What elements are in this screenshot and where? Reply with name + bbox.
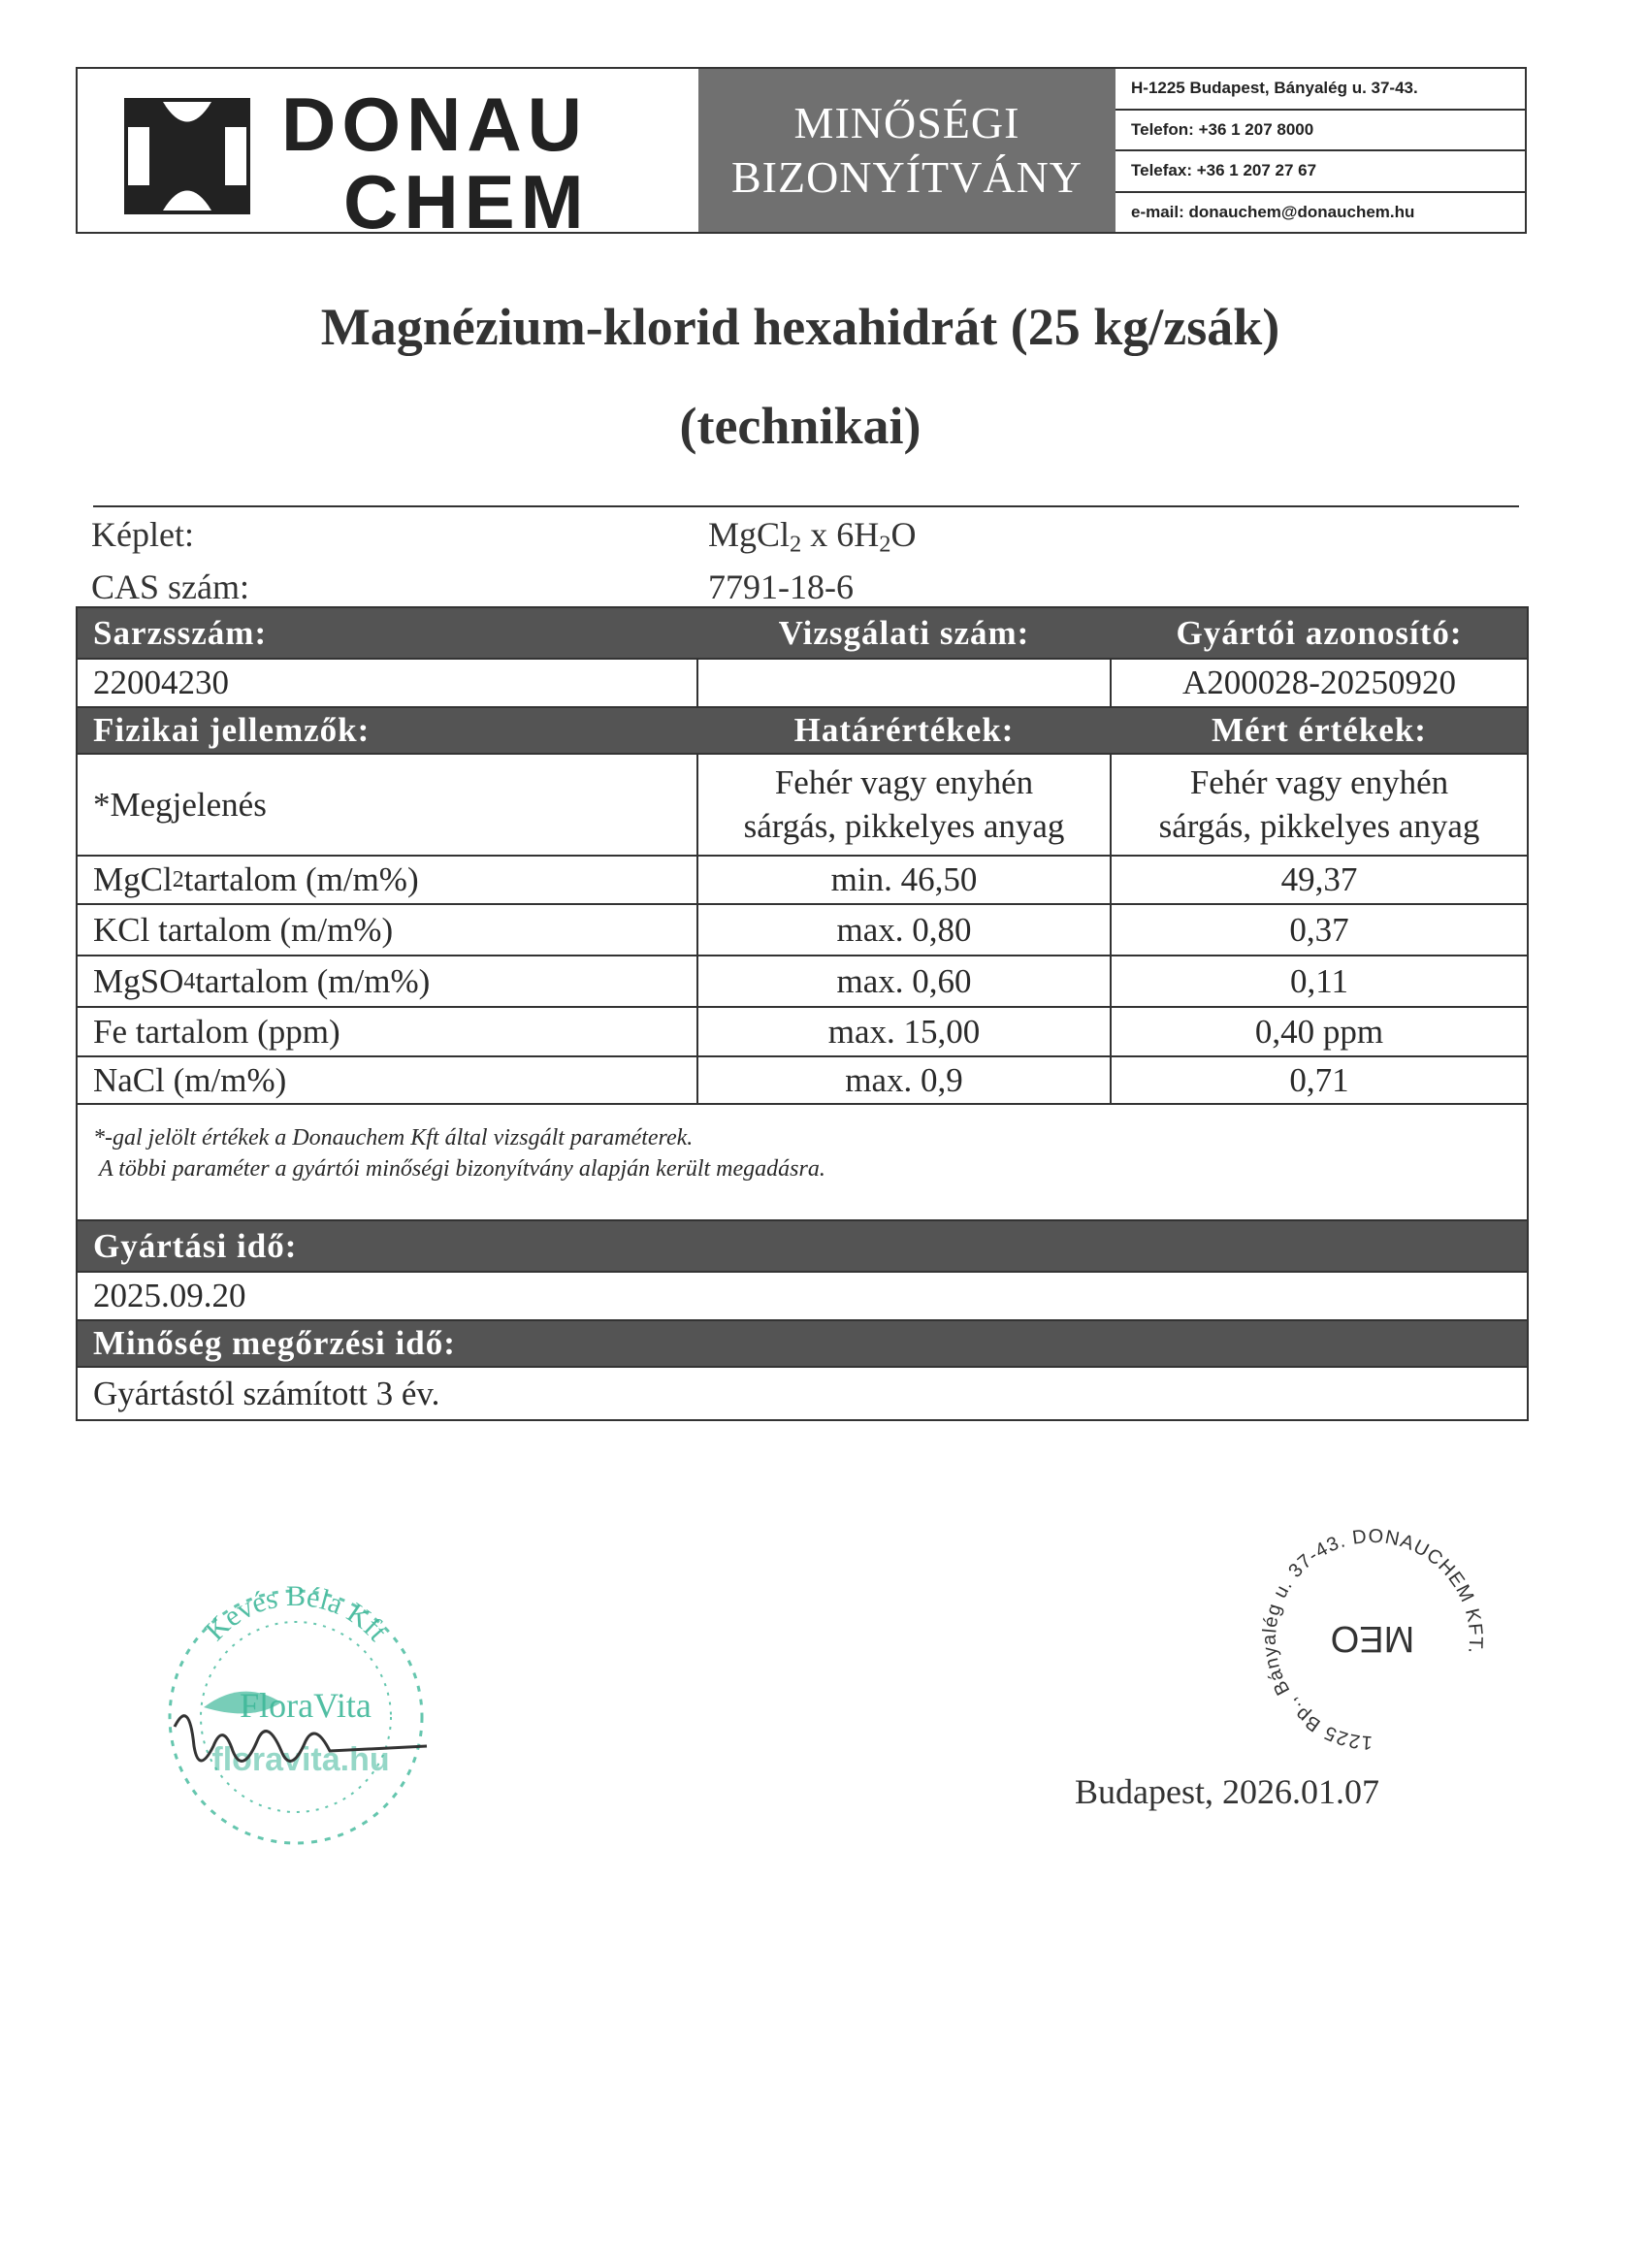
properties-header-name: Fizikai jellemzők: [93, 711, 371, 749]
certificate-title [698, 69, 1116, 232]
donauchem-logo-icon [124, 98, 250, 214]
property-limit: max. 15,00 [696, 1008, 1110, 1055]
contact-fax: Telefax: +36 1 207 27 67 [1116, 151, 1525, 193]
property-measured: Fehér vagy enyhén sárgás, pikkelyes anyag [1110, 755, 1527, 855]
properties-header-limits: Határértékek: [696, 708, 1110, 753]
property-row-nacl [76, 1057, 1529, 1105]
product-title: Magnézium-klorid hexahidrát (25 kg/zsák) [320, 298, 1280, 356]
property-row-fe [76, 1008, 1529, 1057]
property-limit: max. 0,80 [696, 905, 1110, 955]
notes-row [76, 1105, 1529, 1221]
property-limit: max. 0,60 [696, 956, 1110, 1006]
property-name: MgSO 4 tartalom (m/m%) [93, 961, 431, 1000]
divider [93, 505, 1519, 507]
logo-line-donau: DONAU [281, 81, 588, 167]
contact-email: e-mail: donauchem@donauchem.hu [1131, 202, 1415, 221]
property-measured: 0,11 [1110, 956, 1527, 1006]
footnote-line1: *-gal jelölt értékek a Donauchem Kft által vizsgált paraméterek. [93, 1125, 694, 1150]
formula-value: MgCl$_2$ x $6H_2O$ [708, 515, 917, 558]
property-row-kcl [76, 905, 1529, 956]
shelf-life-header-row [76, 1321, 1529, 1368]
property-row-appearance [76, 755, 1529, 857]
production-date-value: 2025.09.20 [93, 1277, 246, 1314]
production-header-row [76, 1221, 1529, 1273]
production-value-row [76, 1273, 1529, 1321]
footnote [78, 1105, 825, 1219]
footnote-line2: A többi paraméter a gyártói minőségi bizonyítvány alapján került megadásra. [99, 1156, 825, 1183]
property-name: *Megjelenés [93, 785, 267, 824]
product-grade: (technikai) [679, 397, 922, 455]
property-name: NaCl (m/m%) [93, 1060, 287, 1099]
production-date-label: Gyártási idő: [93, 1226, 298, 1265]
shelf-life-label: Minőség megőrzési idő: [93, 1324, 456, 1362]
document-header [76, 67, 1527, 244]
test-number-value [696, 660, 1110, 706]
svg-text:Kevés Béla Kft [199, 1580, 394, 1647]
properties-header-row [76, 708, 1529, 755]
property-measured: 0,71 [1110, 1057, 1527, 1103]
property-name: Fe tartalom (ppm) [93, 1012, 340, 1051]
maker-id-value: A200028-20250920 [1110, 660, 1527, 706]
property-name: MgCl 2 tartalom (m/m%) [93, 860, 419, 898]
property-name: KCl tartalom (m/m%) [93, 910, 394, 949]
certificate-title-line1: MINŐSÉGI [793, 97, 1020, 147]
logo [78, 69, 698, 244]
shelf-life-value: Gyártástól számított 3 év. [93, 1374, 440, 1412]
maker-id-label: Gyártói azonosító: [1110, 608, 1527, 658]
formula-label: Képlet: [91, 515, 194, 554]
floravita-stamp [136, 1552, 456, 1872]
meo-stamp [1251, 1518, 1494, 1761]
property-row-mgcl2 [76, 857, 1529, 905]
stamp-center-text: MEO [1330, 1618, 1415, 1659]
contact-address: H-1225 Budapest, Bányalég u. 37-43. [1116, 69, 1525, 111]
batch-header-row [76, 606, 1529, 660]
property-measured: 0,40 ppm [1110, 1008, 1527, 1055]
certificate-table [76, 606, 1529, 1421]
test-number-label: Vizsgálati szám: [696, 608, 1110, 658]
stamp-brand-text: FloraVita [240, 1686, 372, 1725]
property-measured: 0,37 [1110, 905, 1527, 955]
properties-header-measured: Mért értékek: [1110, 708, 1527, 753]
batch-value-row [76, 660, 1529, 708]
stamp-ring-text: 1225 Bp., Bányalég u. 37-43. DONAUCHEM KFT. [1259, 1525, 1487, 1754]
property-limit: Fehér vagy enyhén sárgás, pikkelyes anyag [696, 755, 1110, 855]
stamp-web-text: floravita.hu [211, 1741, 390, 1778]
cas-value: 7791-18-6 [708, 567, 854, 606]
lot-number-value: 22004230 [93, 664, 229, 701]
logo-line-chem: CHEM [343, 159, 590, 244]
lot-number-label: Sarzsszám: [93, 613, 268, 652]
property-measured: 49,37 [1110, 857, 1527, 903]
contact-phone: Telefon: +36 1 207 8000 [1116, 111, 1525, 152]
place-and-date: Budapest, 2026.01.07 [1075, 1772, 1379, 1811]
shelf-life-value-row [76, 1368, 1529, 1421]
contact-block [1116, 69, 1525, 232]
property-limit: max. 0,9 [696, 1057, 1110, 1103]
cas-label: CAS szám: [91, 567, 250, 606]
property-limit: min. 46,50 [696, 857, 1110, 903]
property-row-mgso4 [76, 956, 1529, 1008]
certificate-title-line2: BIZONYÍTVÁNY [730, 152, 1083, 202]
stamp-arc-text: Kevés Béla Kft [199, 1580, 394, 1647]
